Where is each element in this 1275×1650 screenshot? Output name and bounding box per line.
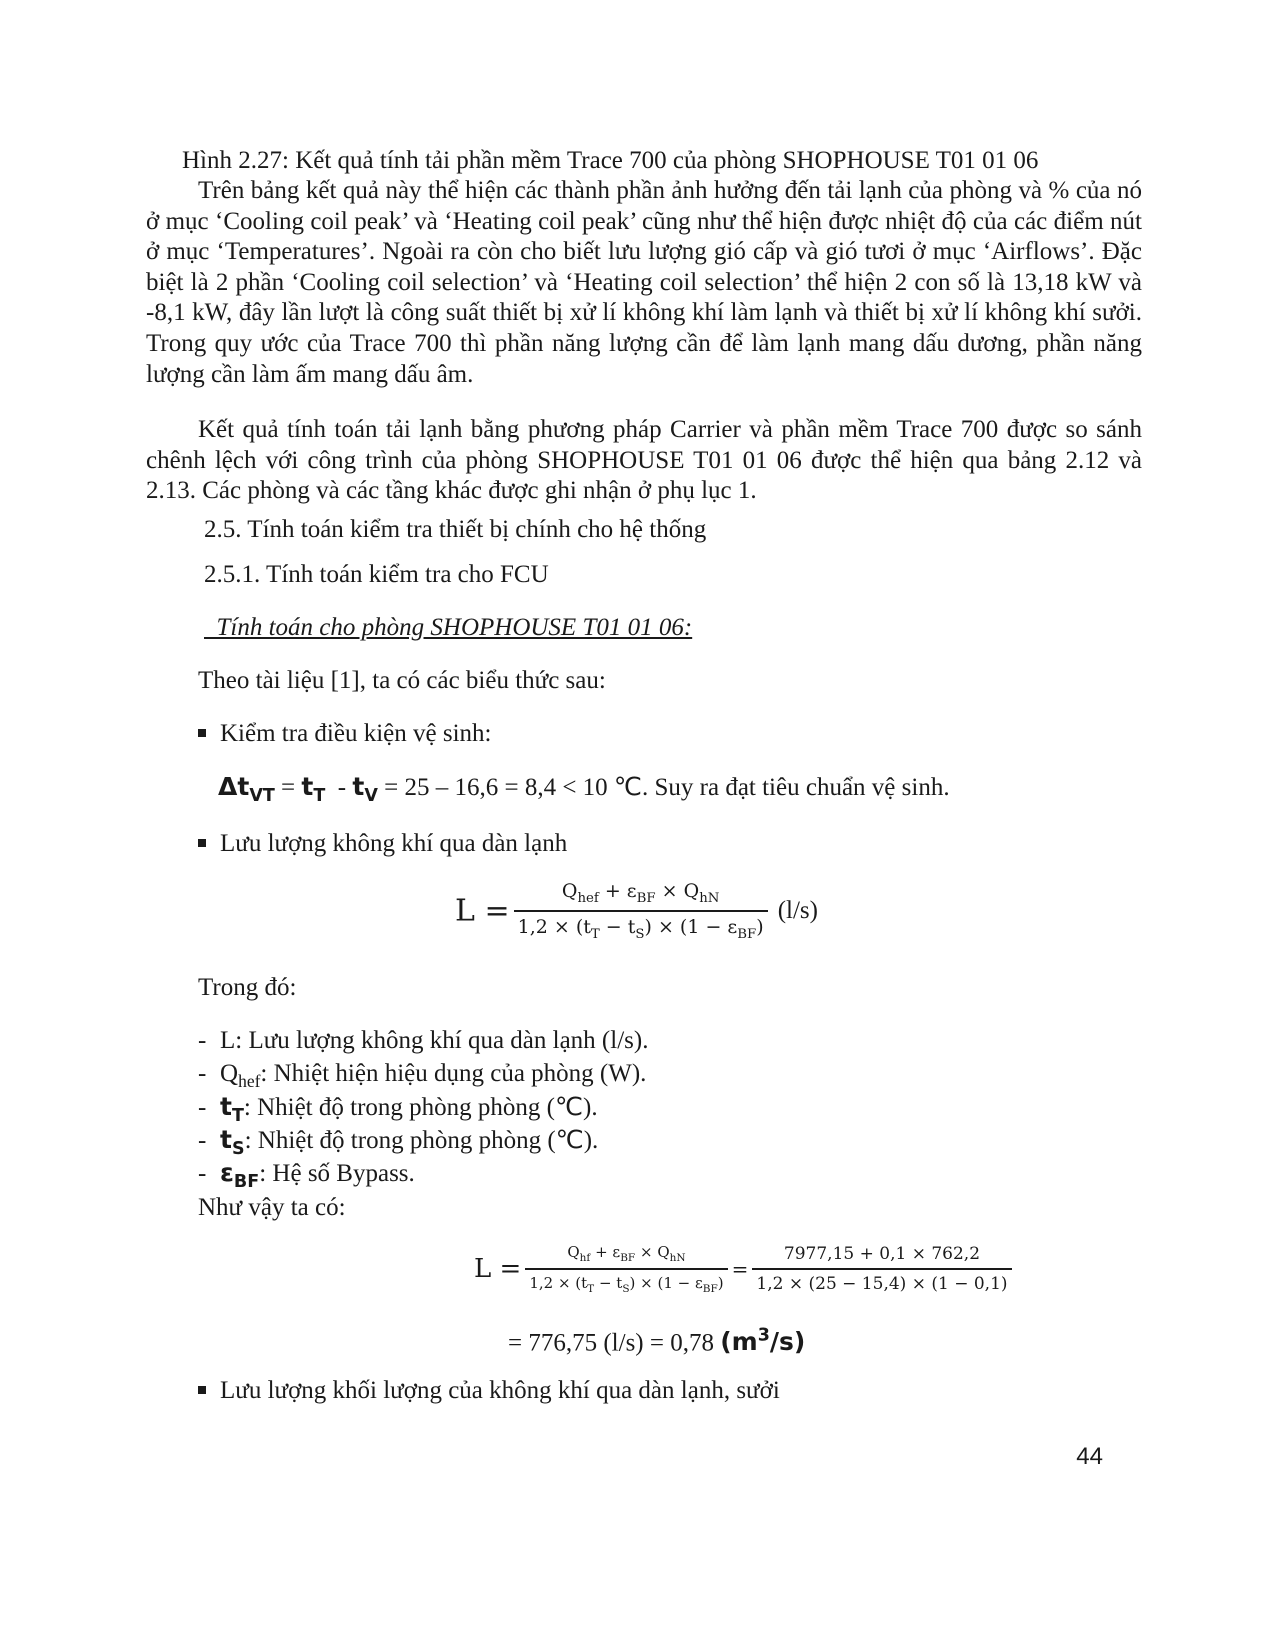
- section-heading-2-5-1: 2.5.1. Tính toán kiểm tra cho FCU: [204, 561, 549, 588]
- definition-L: - L: Lưu lượng không khí qua dàn lạnh (l/s).: [198, 1027, 649, 1054]
- calc-symbolic-fraction: $\frac{Q_{hf} + \varepsilon_{BF} \times Q_{hN}}{1,2 \times (t_T - t_S) \times (1 - \varepsilon_{BF})}$: [525, 1243, 727, 1295]
- paragraph-comparison: Kết quả tính toán tải lạnh bằng phương pháp Carrier và phần mềm Trace 700 được so sánh chênh lệch với công trình của phòng SHOPHOUSE T01 01 06 được thể hiện qua bảng 2.12 và 2.13. Các phòng và các tầng khác được ghi nhận ở phụ lục 1.: [146, 416, 1142, 505]
- calc-numeric-fraction: $\frac{7977,15 + 0,1 \times 762,2}{1,2 \times (25 - 15,4) \times (1 - 0,1)}$: [752, 1244, 1011, 1294]
- thus-label: Như vậy ta có:: [198, 1194, 346, 1221]
- definition-Qhef: - $Q_{hef}$: Nhiệt hiện hiệu dụng của phòng (W).: [198, 1060, 647, 1091]
- definition-tS: - $t_S$: Nhiệt độ trong phòng phòng (℃).: [198, 1125, 599, 1159]
- definition-eBF: - $\varepsilon_{BF}$: Hệ số Bypass.: [198, 1158, 415, 1192]
- section-heading-2-5: 2.5. Tính toán kiểm tra thiết bị chính cho hệ thống: [204, 516, 707, 543]
- airflow-fraction: $\frac{Q_{hef} + \varepsilon_{BF} \times Q_{hN}}{1,2 \times (t_T - t_S) \times (1 - \varepsilon_{BF})}$: [514, 880, 768, 942]
- bullet-icon: [198, 839, 206, 847]
- hygiene-equation: $\Delta t_{VT} = t_T - t_V = 25 - 16,6 = 8,4 < 10$ ℃. Suy ra đạt tiêu chuẩn vệ sinh.: [218, 772, 950, 806]
- bullet-icon: [198, 1386, 206, 1394]
- where-label: Trong đó:: [198, 974, 297, 1001]
- airflow-formula: L = $\frac{Q_{hef} + \varepsilon_{BF} \times Q_{hN}}{1,2 \times (t_T - t_S) \times (1 - \varepsilon_{BF})}$ (l/s): [455, 880, 818, 942]
- airflow-calculation: L = $\frac{Q_{hf} + \varepsilon_{BF} \times Q_{hN}}{1,2 \times (t_T - t_S) \times (1 - \varepsilon_{BF})}$ = $\frac{7977,15 + 0,1 \times 762,2}{1,2 \times (25 - 15,4) \times (1 - 0,1)}$: [474, 1243, 1012, 1295]
- paragraph-trace-results: Trên bảng kết quả này thể hiện các thành phần ảnh hưởng đến tải lạnh của phòng và % của nó ở mục ‘Cooling coil peak’ và ‘Heating coil peak’ cũng như thể hiện được nhiệt độ của các điểm nút ở mục ‘Temperatures’. Ngoài ra còn cho biết lưu lượng gió cấp và gió tươi ở mục ‘Airflows’. Đặc biệt là 2 phần ‘Cooling coil selection’ và ‘Heating coil selection’ thể hiện 2 con số là 13,18 kW và -8,1 kW, đây lần lượt là công suất thiết bị xử lí không khí làm lạnh và thiết bị xử lí không khí sưởi. Trong quy ước của Trace 700 thì phần năng lượng cần để làm lạnh mang dấu dương, phần năng lượng cần làm ấm mang dấu âm.: [146, 177, 1142, 388]
- bullet-airflow: Lưu lượng không khí qua dàn lạnh: [198, 829, 567, 859]
- room-calc-heading: Tính toán cho phòng SHOPHOUSE T01 01 06:: [216, 614, 693, 641]
- definition-tT: - $t_T$: Nhiệt độ trong phòng phòng (℃).: [198, 1092, 598, 1126]
- page-number: 44: [1076, 1443, 1103, 1470]
- intro-text: Theo tài liệu [1], ta có các biểu thức sau:: [198, 667, 606, 694]
- bullet-icon: [198, 729, 206, 737]
- bullet-mass-flow: Lưu lượng khối lượng của không khí qua dàn lạnh, sưởi: [198, 1376, 780, 1406]
- figure-caption: Hình 2.27: Kết quả tính tải phần mềm Trace 700 của phòng SHOPHOUSE T01 01 06: [182, 147, 1039, 174]
- airflow-result: = 776,75 (l/s) = 0,78 $(m^3/s)$: [508, 1326, 806, 1357]
- bullet-hygiene: Kiểm tra điều kiện vệ sinh:: [198, 719, 491, 749]
